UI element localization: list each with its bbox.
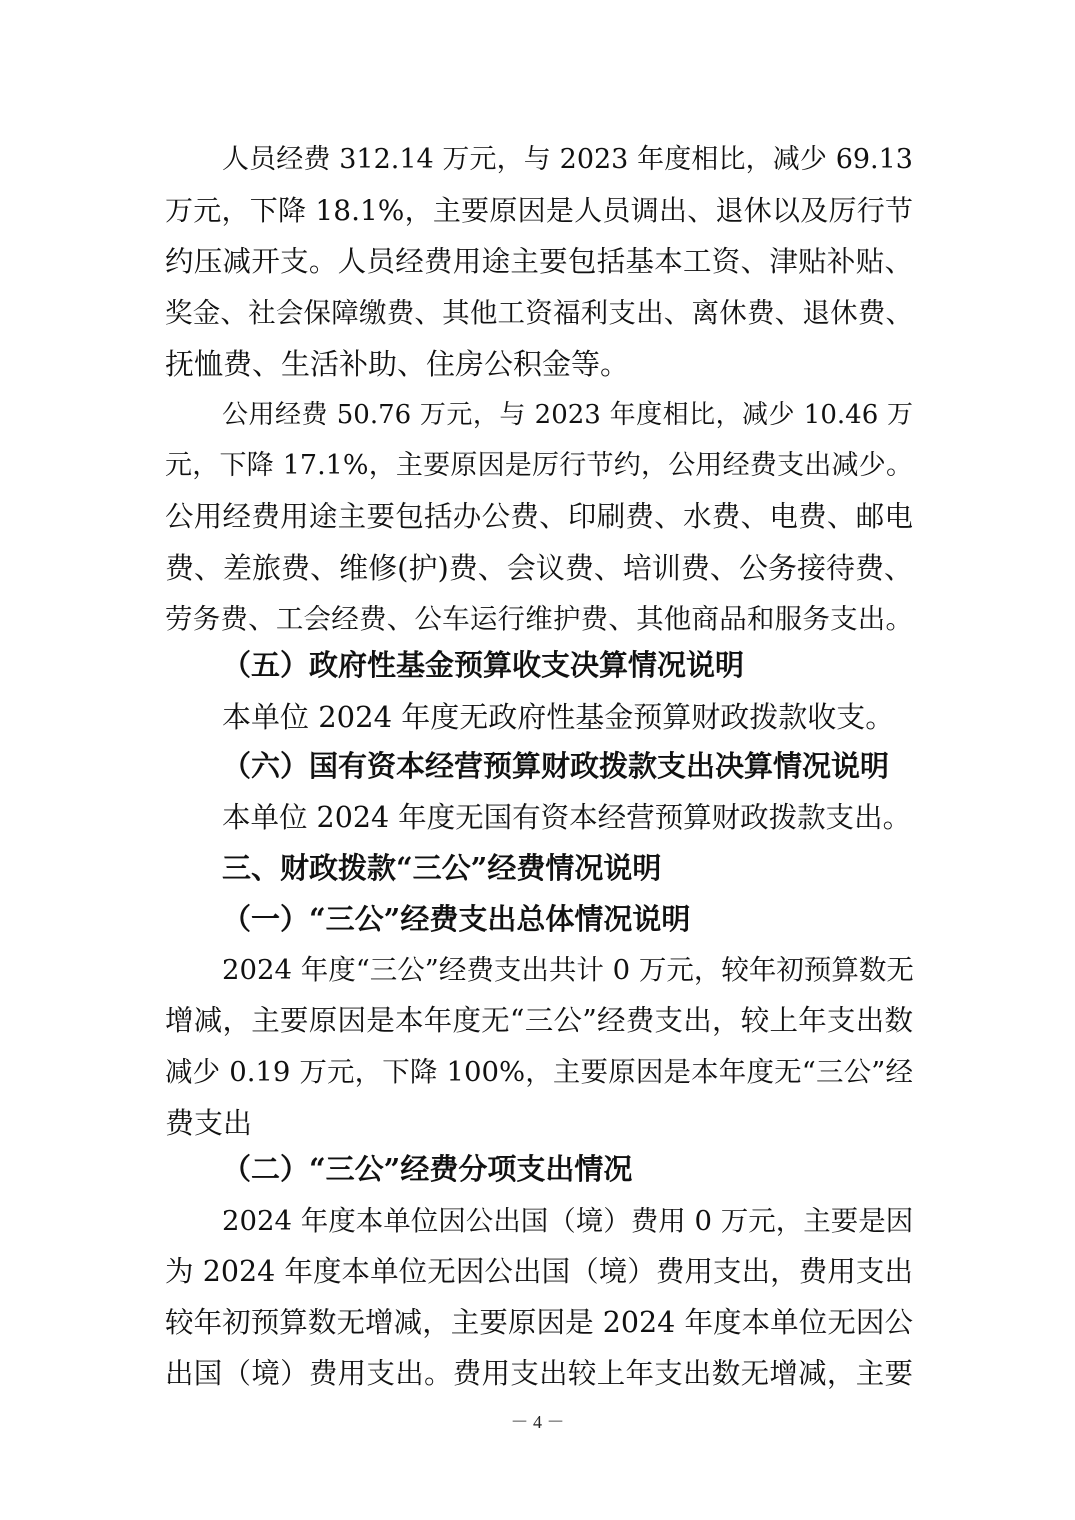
- section-three-title: 三、财政拨款“三公”经费情况说明: [222, 851, 662, 885]
- personnel-expense-line-1: 人员经费 312.14 万元，与 2023 年度相比，减少 69.13: [222, 144, 913, 175]
- personnel-expense-line-3: 约压减开支。人员经费用途主要包括基本工资、津贴补贴、: [165, 245, 913, 278]
- public-expense-line-2: 元，下降 17.1%，主要原因是厉行节约，公用经费支出减少。: [165, 450, 913, 481]
- page-number: － 4 －: [510, 1412, 565, 1432]
- public-expense-line-1: 公用经费 50.76 万元，与 2023 年度相比，减少 10.46 万: [222, 400, 913, 430]
- three-public-items-line-2: 为 2024 年度本单位无因公出国（境）费用支出，费用支出: [165, 1255, 913, 1288]
- three-public-items-line-3: 较年初预算数无增减，主要原因是 2024 年度本单位无因公: [165, 1306, 913, 1339]
- three-public-items-line-4: 出国（境）费用支出。费用支出较上年支出数无增减，主要: [165, 1357, 913, 1390]
- three-public-overall-line-4: 费支出: [165, 1106, 253, 1140]
- heading-three-public-items: （二）“三公”经费分项支出情况: [222, 1152, 633, 1186]
- public-expense-line-3: 公用经费用途主要包括办公费、印刷费、水费、电费、邮电: [165, 500, 913, 533]
- public-expense-line-5: 劳务费、工会经费、公车运行维护费、其他商品和服务支出。: [165, 603, 913, 635]
- state-capital-text: 本单位 2024 年度无国有资本经营预算财政拨款支出。: [222, 801, 912, 834]
- personnel-expense-line-5: 抚恤费、生活补助、住房公积金等。: [165, 347, 630, 381]
- heading-state-capital: （六）国有资本经营预算财政拨款支出决算情况说明: [222, 749, 890, 783]
- heading-three-public-overall: （一）“三公”经费支出总体情况说明: [222, 902, 691, 936]
- public-expense-line-4: 费、差旅费、维修(护)费、会议费、培训费、公务接待费、: [165, 551, 913, 585]
- three-public-overall-line-2: 增减，主要原因是本年度无“三公”经费支出，较上年支出数: [165, 1004, 913, 1037]
- government-fund-text: 本单位 2024 年度无政府性基金预算财政拨款收支。: [222, 700, 895, 734]
- personnel-expense-line-4: 奖金、社会保障缴费、其他工资福利支出、离休费、退休费、: [165, 297, 913, 329]
- three-public-overall-line-3: 减少 0.19 万元，下降 100%，主要原因是本年度无“三公”经: [165, 1056, 913, 1088]
- heading-government-fund: （五）政府性基金预算收支决算情况说明: [222, 648, 745, 682]
- three-public-overall-line-1: 2024 年度“三公”经费支出共计 0 万元，较年初预算数无: [222, 954, 914, 986]
- three-public-items-line-1: 2024 年度本单位因公出国（境）费用 0 万元，主要是因: [222, 1205, 914, 1237]
- personnel-expense-line-2: 万元，下降 18.1%，主要原因是人员调出、退休以及厉行节: [165, 194, 913, 227]
